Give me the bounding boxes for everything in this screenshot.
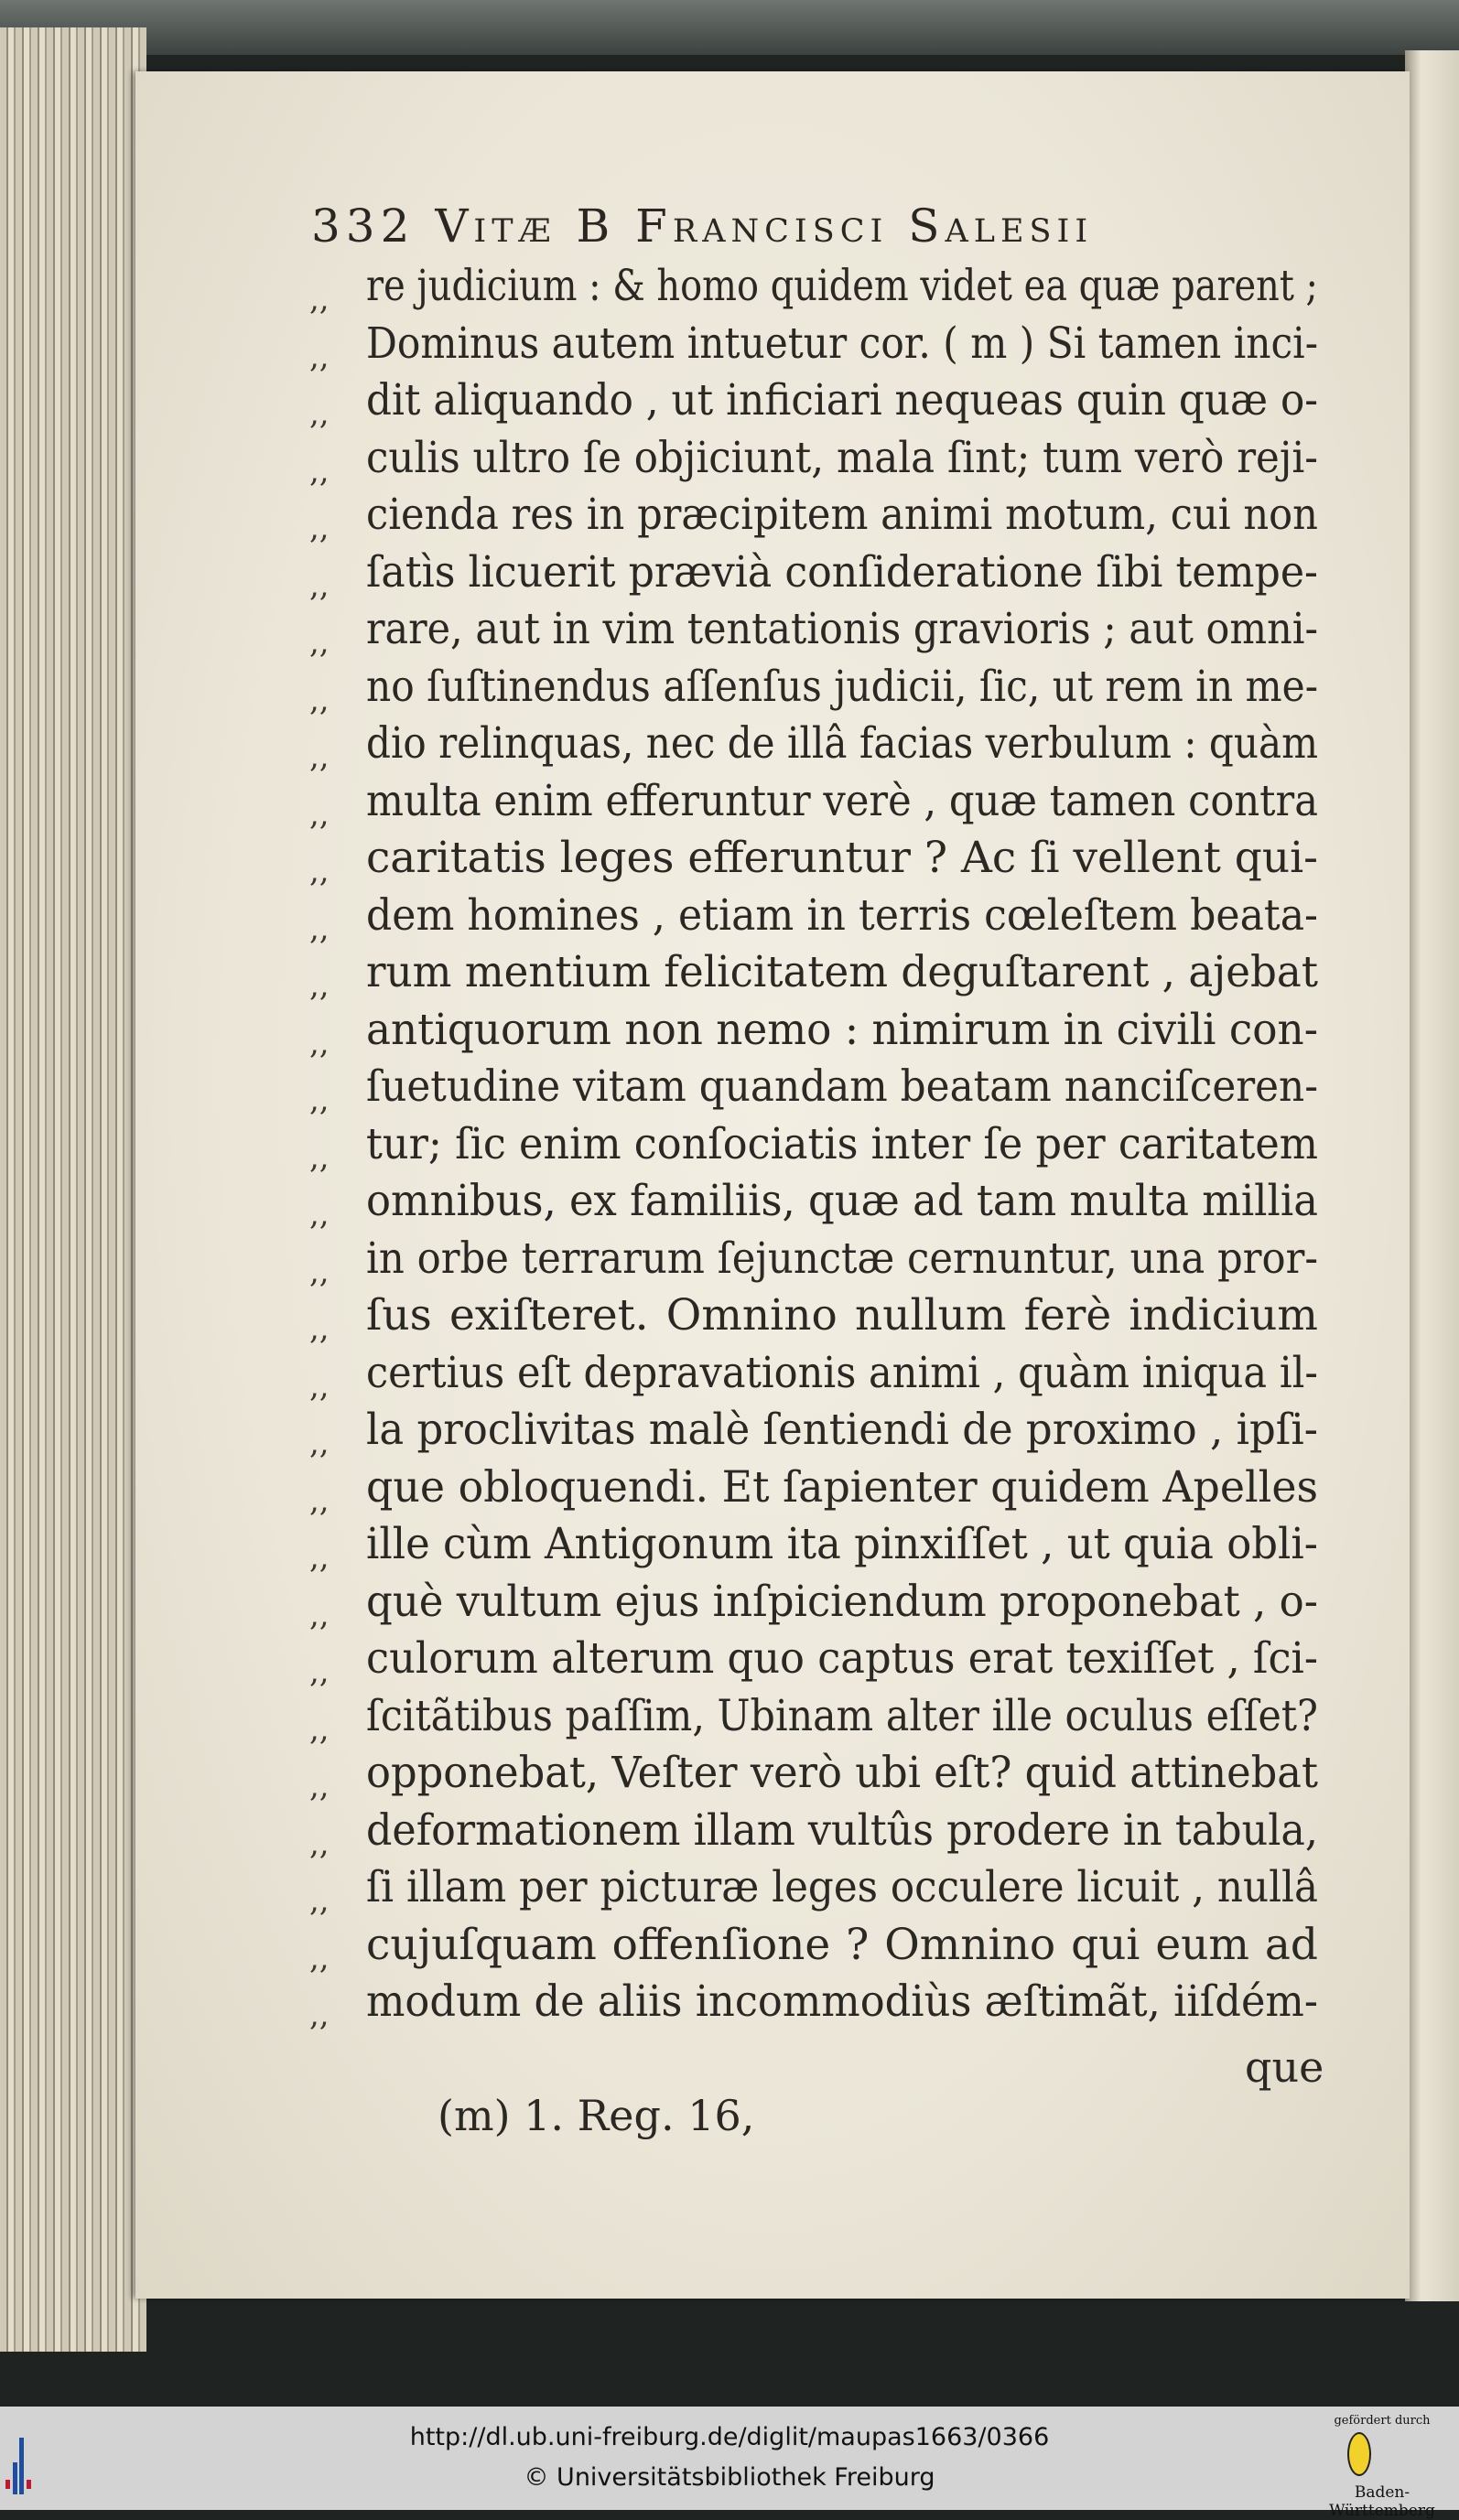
quote-mark: ,, — [309, 1539, 330, 1576]
text-line-content: in orbe terrarum ſejunctæ cernuntur, una pror- — [366, 1233, 1318, 1284]
text-line — [309, 944, 1318, 1004]
quote-mark: ,, — [309, 1882, 330, 1919]
quote-mark: ,, — [309, 281, 330, 318]
text-line — [309, 1116, 1318, 1176]
text-line — [309, 716, 1318, 775]
text-line — [309, 1345, 1318, 1405]
text-line — [309, 1745, 1318, 1804]
quote-mark: ,, — [309, 1082, 330, 1118]
text-line-content: ſus exiſteret. Omnino nullum ferè indicium — [366, 1290, 1318, 1341]
text-line — [309, 830, 1318, 889]
quote-mark: ,, — [309, 1425, 330, 1461]
quote-mark: ,, — [309, 1653, 330, 1690]
catchword: que — [1245, 2042, 1324, 2092]
quote-mark: ,, — [309, 395, 330, 432]
text-line-content: culis ultro ſe objiciunt, mala ſint; tum verò reji- — [366, 432, 1318, 483]
text-line-content: tur; ſic enim conſociatis inter ſe per caritatem — [366, 1118, 1318, 1169]
book-top-edge — [0, 0, 1459, 55]
copyright-text: © Universitätsbibliothek Freiburg — [524, 2463, 935, 2492]
text-line-content: ſi illam per picturæ leges occulere licuit , nullâ — [366, 1862, 1318, 1912]
text-line — [309, 1859, 1318, 1919]
quote-mark: ,, — [309, 853, 330, 889]
quote-mark: ,, — [309, 1253, 330, 1290]
running-header: 332 Vitæ B Francisci Salesii — [311, 199, 1094, 253]
text-line-content: caritatis leges efferuntur ? Ac ſi vellent qui- — [366, 833, 1318, 883]
quote-mark: ,, — [309, 1939, 330, 1976]
quote-mark: ,, — [309, 967, 330, 1004]
text-line-content: deformationem illam vultûs prodere in tabula, — [366, 1804, 1318, 1856]
quote-mark: ,, — [309, 452, 330, 490]
text-line — [309, 258, 1318, 318]
text-line — [309, 1287, 1318, 1347]
text-line — [309, 1574, 1318, 1633]
quote-mark: ,, — [309, 738, 330, 775]
text-line-content: cujuſquam offenſione ? Omnino qui eum ad — [366, 1919, 1318, 1970]
body-text — [309, 258, 1318, 2033]
text-line-content: multa enim efferuntur verè , quæ tamen contra — [366, 775, 1318, 826]
text-line — [309, 1231, 1318, 1290]
text-line-content: Dominus autem intuetur cor. ( m ) Si tamen inci- — [366, 318, 1318, 369]
text-line-content: opponebat, Veſter verò ubi eſt? quid attinebat — [366, 1748, 1318, 1798]
text-line-content: ſcitãtibus paſſim, Ubinam alter ille oculus eſſet? — [366, 1690, 1318, 1741]
text-line — [309, 659, 1318, 718]
quote-mark: ,, — [309, 566, 330, 604]
text-line — [309, 1059, 1318, 1118]
text-line — [309, 1803, 1318, 1862]
permalink-url[interactable]: http://dl.ub.uni-freiburg.de/diglit/maupas1663/0366 — [409, 2423, 1050, 2451]
quote-mark: ,, — [309, 681, 330, 718]
sponsor-label: gefördert durch — [1334, 2414, 1431, 2428]
text-line-content: dem homines , etiam in terris cœleſtem beata- — [366, 889, 1318, 941]
text-line-content: la proclivitas malè ſentiendi de proximo , ipſi- — [366, 1405, 1318, 1455]
text-line-content: rare, aut in vim tentationis gravioris ; aut omni- — [366, 604, 1318, 654]
quote-mark: ,, — [309, 1481, 330, 1519]
quote-mark: ,, — [309, 1768, 330, 1804]
text-line-content: rum mentium felicitatem deguſtarent , ajebat — [366, 947, 1318, 997]
text-line-content: antiquorum non nemo : nimirum in civili con- — [366, 1004, 1318, 1055]
quote-mark: ,, — [309, 795, 330, 833]
footnote: (m) 1. Reg. 16, — [438, 2091, 755, 2140]
text-line-content: re judicium : & homo quidem videt ea quæ parent ; — [366, 261, 1318, 311]
text-line-content: ille cùm Antigonum ita pinxiſſet , ut quia obli- — [366, 1519, 1318, 1569]
text-line — [309, 601, 1318, 661]
text-line — [309, 1974, 1318, 2033]
text-line — [309, 1688, 1318, 1748]
text-line — [309, 1631, 1318, 1690]
page-edges-left — [0, 27, 146, 2352]
text-line — [309, 1402, 1318, 1461]
text-line — [309, 888, 1318, 947]
text-line — [309, 1459, 1318, 1519]
quote-mark: ,, — [309, 1710, 330, 1748]
text-line — [309, 544, 1318, 604]
quote-mark: ,, — [309, 1367, 330, 1405]
quote-mark: ,, — [309, 510, 330, 546]
text-line — [309, 316, 1318, 375]
text-line-content: modum de aliis incommodiùs æſtimãt, iiſdém- — [366, 1976, 1318, 2027]
text-line-content: cienda res in præcipitem animi motum, cui non — [366, 490, 1318, 540]
quote-mark: ,, — [309, 624, 330, 661]
quote-mark: ,, — [309, 1024, 330, 1061]
text-line-content: dio relinquas, nec de illâ facias verbulum : quàm — [366, 718, 1318, 769]
page-edge-right — [1405, 50, 1459, 2301]
quote-mark: ,, — [309, 1825, 330, 1862]
text-line — [309, 372, 1318, 432]
text-line-content: culorum alterum quo captus erat texiſſet , ſci- — [366, 1633, 1318, 1684]
text-line-content: que obloquendi. Et ſapienter quidem Apelles — [366, 1461, 1318, 1513]
sponsor-name: Baden-Württemberg — [1329, 2483, 1435, 2520]
quote-mark: ,, — [309, 1997, 330, 2033]
quote-mark: ,, — [309, 1596, 330, 1633]
baden-wuerttemberg-seal-icon — [1347, 2432, 1371, 2476]
footer-bar — [0, 2407, 1459, 2520]
text-line — [309, 773, 1318, 833]
text-line — [309, 1516, 1318, 1576]
text-line — [309, 1002, 1318, 1061]
text-line-content: no ſuſtinendus aſſenſus judicii, ſic, ut rem in me- — [366, 661, 1318, 712]
text-line-content: dit aliquando , ut inficiari nequeas quin quæ o- — [366, 375, 1318, 425]
text-line-content: omnibus, ex familiis, quæ ad tam multa millia — [366, 1176, 1318, 1226]
text-line-content: certius eſt depravationis animi , quàm iniqua il- — [366, 1347, 1318, 1398]
text-line — [309, 487, 1318, 546]
quote-mark: ,, — [309, 1138, 330, 1176]
quote-mark: ,, — [309, 338, 330, 375]
text-line — [309, 430, 1318, 490]
text-line-content: què vultum ejus inſpiciendum proponebat , o- — [366, 1576, 1318, 1627]
text-line-content: ſuetudine vitam quandam beatam nanciſceren- — [366, 1061, 1318, 1112]
quote-mark: ,, — [309, 910, 330, 947]
text-line-content: ſatìs licuerit prævià conſideratione ſibi tempe- — [366, 546, 1318, 598]
quote-mark: ,, — [309, 1196, 330, 1233]
text-line — [309, 1173, 1318, 1233]
text-line — [309, 1917, 1318, 1976]
quote-mark: ,, — [309, 1310, 330, 1347]
